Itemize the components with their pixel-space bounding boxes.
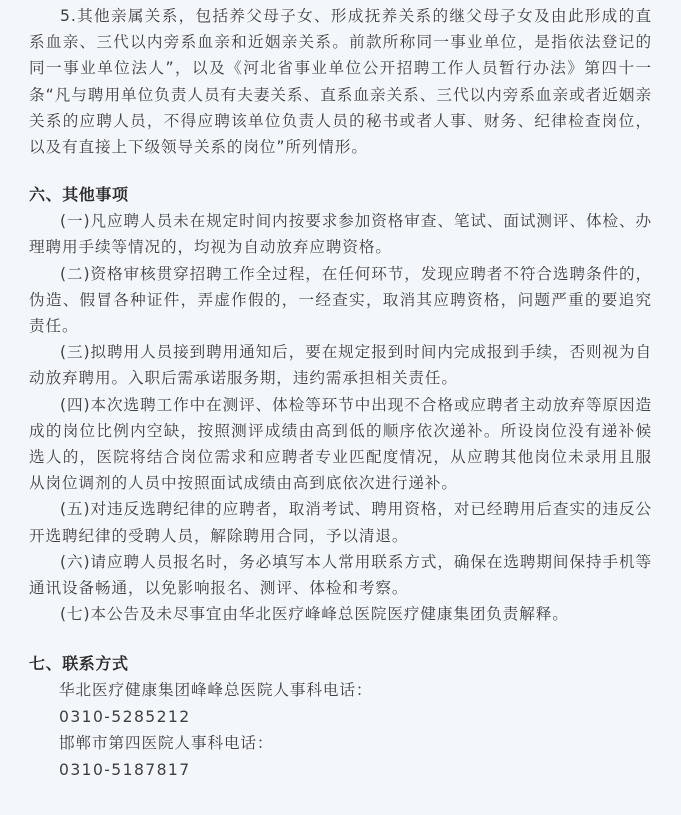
section-six-item-4: (四)本次选聘工作中在测评、体检等环节中出现不合格或应聘者主动放弃等原因造成的岗位比例内空缺，按照测评成绩由高到低的顺序依次递补。所设岗位没有递补候选人的，医院将结合岗位需求和应聘者专业匹配度情况，从应聘其他岗位未录用且服从岗位调剂的人员中按照面试成绩由高到底依次进行递补。 — [29, 395, 652, 493]
contact-label-handan: 邯郸市第四医院人事科电话： — [59, 734, 274, 753]
section-six-title: 六、其他事项 — [29, 185, 129, 205]
section-six-item-1: (一)凡应聘人员未在规定时间内按要求参加资格审查、笔试、面试测评、体检、办理聘用手续等情况的，均视为自动放弃应聘资格。 — [29, 212, 652, 257]
section-six-item-7: (七)本公告及未尽事宜由华北医疗峰峰总医院医疗健康集团负责解释。 — [60, 605, 569, 624]
section-six-item-2: (二)资格审核贯穿招聘工作全过程，在任何环节，发现应聘者不符合选聘条件的，伪造、假冒各种证件，弄虚作假的，一经查实，取消其应聘资格，问题严重的要追究责任。 — [29, 264, 652, 336]
contact-phone-fengfeng: 0310-5285212 — [59, 707, 191, 726]
contact-phone-handan: 0310-5187817 — [59, 760, 191, 779]
section-six-item-3: (三)拟聘用人员接到聘用通知后，要在规定报到时间内完成报到手续，否则视为自动放弃聘用。入职后需承诺服务期，违约需承担相关责任。 — [29, 343, 652, 388]
relatives-definition-paragraph: 5.其他亲属关系，包括养父母子女、形成抚养关系的继父母子女及由此形成的直系血亲、三代以内旁系血亲和近姻亲关系。前款所称同一事业单位，是指依法登记的同一事业单位法人”，以及《河北省事业单位公开招聘工作人员暂行办法》第四十一条“凡与聘用单位负责人员有夫妻关系、直系血亲关系、三代以内旁系血亲或者近姻亲关系的应聘人员，不得应聘该单位负责人员的秘书或者人事、财务、纪律检查岗位，以及有直接上下级领导关系的岗位”所列情形。 — [29, 7, 652, 157]
spacer — [29, 160, 652, 182]
spacer — [29, 627, 652, 651]
section-seven-title: 七、联系方式 — [29, 654, 129, 674]
contact-label-fengfeng: 华北医疗健康集团峰峰总医院人事科电话： — [59, 681, 373, 700]
section-six-item-5: (五)对违反选聘纪律的应聘者，取消考试、聘用资格，对已经聘用后查实的违反公开选聘纪律的受聘人员，解除聘用合同，予以清退。 — [29, 500, 652, 545]
section-six-item-6: (六)请应聘人员报名时，务必填写本人常用联系方式，确保在选聘期间保持手机等通讯设备畅通，以免影响报名、测评、体检和考察。 — [29, 552, 652, 598]
